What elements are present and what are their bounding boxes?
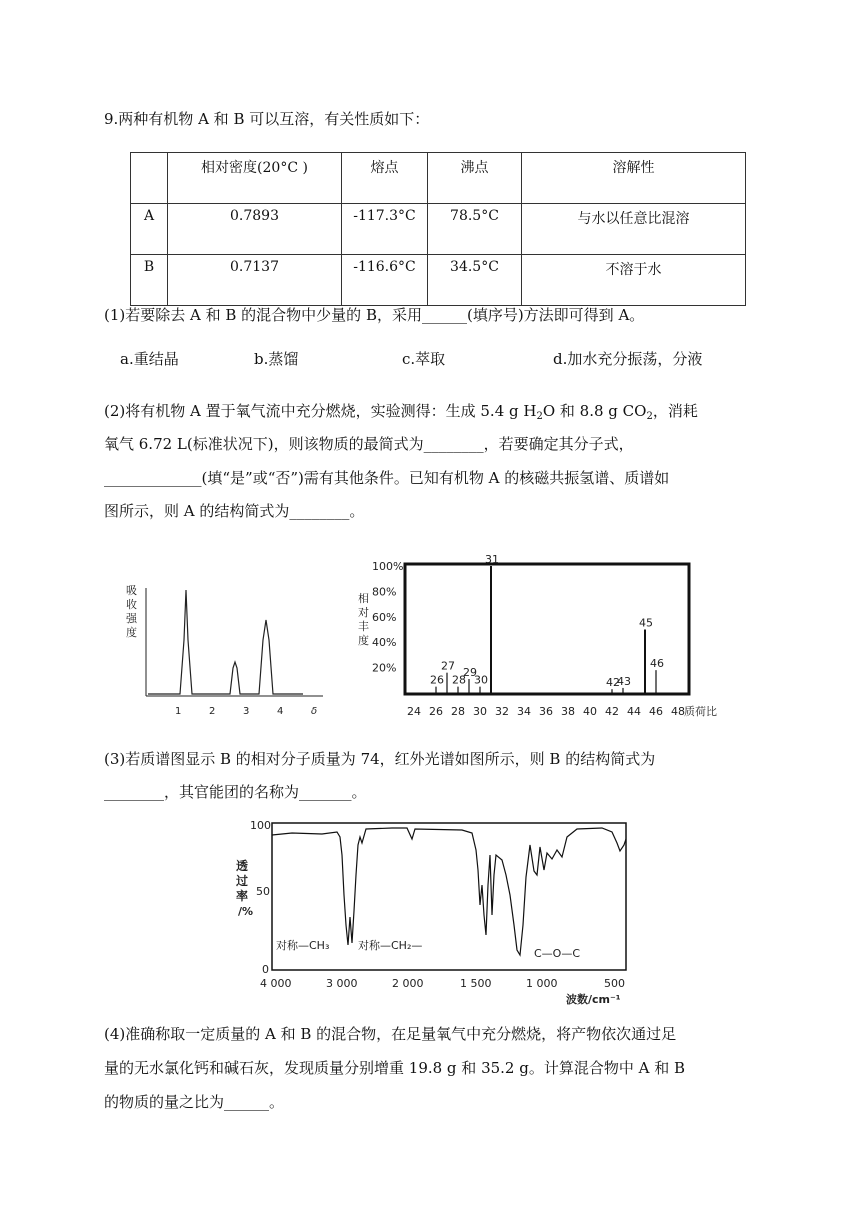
ms-xtick: 48	[671, 705, 685, 718]
table-row	[131, 204, 746, 255]
ir-ylabel-char: 过	[236, 874, 249, 888]
ir-xtick: 3 000	[326, 977, 358, 990]
table-cell: -117.3°C	[342, 204, 428, 255]
part4-line2: 量的无水氯化钙和碱石灰，发现质量分别增重 19.8 g 和 35.2 g。计算混合物中 A 和 B	[104, 1059, 686, 1077]
ms-ytick: 80%	[372, 585, 397, 599]
ms-xtick: 26	[429, 705, 443, 718]
ms-ylabel-char: 对	[358, 606, 369, 619]
part2-text: ，消耗	[652, 402, 698, 420]
question-title: 9.两种有机物 A 和 B 可以互溶，有关性质如下：	[104, 110, 430, 128]
ms-peak-label: 26	[430, 673, 444, 687]
table-cell: 34.5°C	[428, 255, 522, 306]
ir-xlabel: 波数/cm⁻¹	[566, 993, 621, 1006]
ir-xtick: 4 000	[260, 977, 292, 990]
part2-line2: 氧气 6.72 L(标准状况下)，则该物质的最简式为________，若要确定其分子式，	[104, 435, 634, 453]
table-cell: B	[131, 255, 168, 306]
ms-xlabel: 质荷比	[684, 705, 717, 718]
part4-line3: 的物质的量之比为______。	[104, 1093, 285, 1111]
nmr-ylabel-char: 收	[126, 598, 137, 611]
ms-xtick: 38	[561, 705, 575, 718]
ms-xtick: 34	[517, 705, 531, 718]
ms-peak-label: 42	[606, 676, 620, 690]
header-cell: 溶解性	[522, 153, 746, 204]
ms-peak-label: 29	[463, 666, 477, 680]
ms-peak-label: 46	[650, 657, 664, 671]
nmr-tick: 3	[243, 706, 250, 717]
ir-xtick: 500	[604, 977, 625, 990]
ms-peak-label: 30	[474, 673, 488, 687]
ir-xtick: 2 000	[392, 977, 424, 990]
part2-line1	[104, 400, 698, 422]
header-cell: 熔点	[342, 153, 428, 204]
ms-xtick: 36	[539, 705, 553, 718]
part3-line1: (3)若质谱图显示 B 的相对分子质量为 74，红外光谱如图所示，则 B 的结构简式为	[104, 750, 656, 768]
part2-text: (2)将有机物 A 置于氧气流中充分燃烧，实验测得：生成 5.4 g H	[104, 402, 537, 420]
table-cell: A	[131, 204, 168, 255]
option-b: b.蒸馏	[254, 350, 299, 368]
header-cell: 相对密度(20°C )	[168, 153, 342, 204]
ir-ylabel-char: 透	[236, 859, 249, 873]
ir-trace	[272, 828, 626, 955]
table-cell: 78.5°C	[428, 204, 522, 255]
part2-line3: _____________(填“是”或“否”)需有其他条件。已知有机物 A 的核磁共振氢谱、质谱如	[104, 469, 670, 487]
ms-xtick: 44	[627, 705, 641, 718]
option-a: a.重结晶	[120, 350, 179, 368]
ms-ylabel-char: 丰	[358, 620, 369, 633]
ms-peak-label: 43	[617, 674, 631, 688]
ir-xtick: 1 000	[526, 977, 558, 990]
ms-peak-label: 28	[452, 673, 466, 687]
ms-xtick: 24	[407, 705, 421, 718]
header-cell: 沸点	[428, 153, 522, 204]
ms-xtick: 40	[583, 705, 597, 718]
ms-ytick: 100%	[372, 560, 404, 573]
nmr-tick: 1	[175, 706, 182, 717]
subscript: 2	[646, 411, 653, 422]
table-cell: -116.6°C	[342, 255, 428, 306]
nmr-xlabel: δ	[311, 706, 318, 717]
part2-line4: 图所示，则 A 的结构简式为________。	[104, 502, 365, 520]
table-header-row	[131, 153, 746, 204]
table-cell: 不溶于水	[522, 255, 746, 306]
part2-text: O 和 8.8 g CO	[542, 402, 647, 420]
table-row	[131, 255, 746, 306]
header-cell	[131, 153, 168, 204]
table-cell: 与水以任意比混溶	[522, 204, 746, 255]
mass-spectrum	[352, 550, 742, 720]
nmr-tick: 2	[209, 706, 216, 717]
ms-ylabel-char: 相	[358, 592, 369, 605]
ms-ytick: 60%	[372, 610, 397, 624]
ms-ytick: 20%	[372, 661, 397, 675]
ms-peak-label: 27	[441, 659, 455, 673]
ir-annotation: 对称—CH₃	[276, 939, 330, 952]
ms-xtick: 32	[495, 705, 509, 718]
ir-spectrum	[232, 815, 632, 1010]
ms-ytick: 40%	[372, 636, 397, 650]
ms-ylabel-char: 度	[358, 634, 369, 647]
ms-peak-label: 31	[485, 553, 499, 566]
nmr-tick: 4	[277, 706, 284, 717]
ms-xtick: 46	[649, 705, 663, 718]
ms-xtick: 28	[451, 705, 465, 718]
ms-xtick: 42	[605, 705, 619, 718]
ir-annotation: 对称—CH₂—	[358, 939, 423, 952]
nmr-ylabel-char: 度	[126, 626, 137, 639]
part1-question: (1)若要除去 A 和 B 的混合物中少量的 B，采用______(填序号)方法即可得到 A。	[104, 306, 645, 324]
ir-ytick-50: 50	[256, 885, 270, 898]
ir-ytick-100: 100	[250, 819, 271, 832]
ir-xtick: 1 500	[460, 977, 492, 990]
table-cell: 0.7137	[168, 255, 342, 306]
ir-annotation: C—O—C	[534, 947, 581, 960]
nmr-ylabel-char: 强	[126, 612, 137, 625]
nmr-ylabel-char: 吸	[126, 584, 137, 597]
part3-line2: ________，其官能团的名称为_______。	[104, 783, 367, 801]
ir-ylabel-char: 率	[236, 889, 249, 903]
ms-peak-label: 45	[639, 616, 653, 630]
properties-table	[130, 152, 746, 306]
ir-ylabel-char: /%	[238, 905, 254, 918]
nmr-trace	[148, 590, 303, 694]
option-d: d.加水充分振荡，分液	[553, 350, 703, 368]
subscript: 2	[536, 411, 543, 422]
part4-line1: (4)准确称取一定质量的 A 和 B 的混合物，在足量氧气中充分燃烧，将产物依次通过足	[104, 1025, 677, 1043]
nmr-spectrum	[118, 580, 333, 720]
table-cell: 0.7893	[168, 204, 342, 255]
option-c: c.萃取	[402, 350, 446, 368]
ms-xtick: 30	[473, 705, 487, 718]
ir-ytick-0: 0	[262, 963, 269, 976]
